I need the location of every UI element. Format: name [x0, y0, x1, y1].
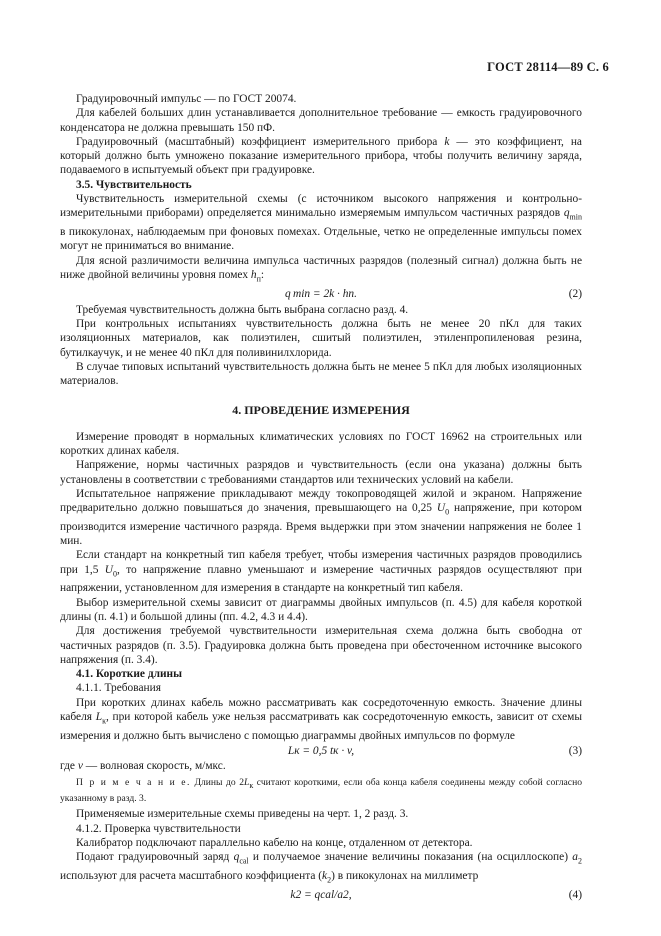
where-clause: где v — волновая скорость, м/мкс. — [60, 760, 226, 773]
section-heading-3-5: 3.5. Чувствительность — [76, 178, 192, 191]
paragraph: Применяемые измерительные схемы приведены на черт. 1, 2 разд. 3. — [76, 808, 409, 821]
paragraph: Выбор измерительной схемы зависит от диаграммы двойных импульсов (п. 4.5) для кабеля короткой длины (п. 4.1) и большой длины (пп. 4.2, 4.3 и 4.4). — [60, 596, 582, 623]
subsection-heading-4-1-2: 4.1.2. Проверка чувствительности — [76, 822, 241, 835]
paragraph: Калибратор подключают параллельно кабелю на конце, отдаленном от детектора. — [76, 836, 473, 849]
document-body — [60, 92, 582, 904]
equation-formula: Lк = 0,5 tк · v, — [287, 744, 355, 757]
paragraph: Испытательное напряжение прикладывают между токопроводящей жилой и экраном. Напряжение предварительно должно повышаться до значения, превышающего на 0,25 $U_0$ напряжение, при котором производится измерение частичного разряда. Время выдержки при этом значении напряжения не более 1 мин. — [60, 487, 582, 548]
paragraph: Подают градуировочный заряд $q_{cal}$ и получаемое значение величины показания (на осциллоскопе) $a_2$ используют для расчета масштабного коэффициента $(k_2)$ в пикокулонах на миллиметр — [60, 851, 582, 885]
section-title-4: 4. ПРОВЕДЕНИЕ ИЗМЕРЕНИЯ — [232, 402, 410, 417]
paragraph: Градуировочный (масштабный) коэффициент измерительного прибора k — это коэффициент, на который должно быть умножено показание измерительного прибора, чтобы получить величину заряда, подаваемого в испытуемый объект при градуировке. — [60, 135, 582, 177]
equation-number: (4) — [568, 889, 582, 902]
equation-2 — [60, 287, 582, 301]
equation-number: (3) — [568, 744, 582, 757]
paragraph: Напряжение, нормы частичных разрядов и чувствительность (если она указана) должны быть установлены в соответствии с требованиями стандартов или технических условий на кабели. — [60, 459, 582, 486]
paragraph: В случае типовых испытаний чувствительность должна быть не менее 5 пКл для любых изоляционных материалов. — [60, 360, 582, 388]
paragraph: При коротких длинах кабель можно рассматривать как сосредоточенную емкость. Значение длины кабеля $L_к$, при которой кабель уже нельзя рассматривать как сосредоточенную емкость, зависит от схемы измерения и должно быть вычислено с помощью диаграммы двойных импульсов по формуле — [60, 696, 582, 742]
paragraph: Для достижения требуемой чувствительности измерительная схема должна быть свободна от частичных разрядов (п. 3.5). Градуировка должна быть проведена при обесточенном источнике высокого напряжения (п. 3.4). — [60, 625, 582, 666]
equation-3 — [60, 744, 582, 758]
paragraph: Для кабелей больших длин устанавливается дополнительное требование — емкость градуировочного конденсатора не должна превышать 150 пФ. — [60, 107, 582, 134]
paragraph: При контрольных испытаниях чувствительность должна быть не менее 20 пКл для таких изоляционных материалов, как полиэтилен, сшитый полиэтилен, этиленпропиленовая резина, бутилкаучук, и не менее 40 пКл для поливинилхлорида. — [60, 318, 582, 359]
equation-number: (2) — [568, 288, 582, 301]
paragraph: Измерение проводят в нормальных климатических условиях по ГОСТ 16962 на строительных или коротких длинах кабеля. — [60, 430, 582, 458]
paragraph: Если стандарт на конкретный тип кабеля требует, чтобы измерения частичных разрядов проводились при 1,5 $U_0$, то напряжение плавно уменьшают и измерение частичных разрядов осуществляют при напряжении, установленном для измерения в стандарте на конкретный тип кабеля. — [60, 549, 582, 595]
paragraph: Градуировочный импульс — по ГОСТ 20074. — [76, 93, 297, 105]
page-header: ГОСТ 28114—89 С. 6 — [487, 60, 609, 74]
paragraph: Для ясной различимости величина импульса частичных разрядов (полезный сигнал) должна быть не ниже двойной величины уровня помех $h_п$: — [60, 254, 582, 284]
section-heading-4-1: 4.1. Короткие длины — [76, 668, 182, 681]
note: П р и м е ч а н и е. Длины до $2L_к$ считают короткими, если оба конца кабеля соединены между собой согласно указанному в разд. 3. — [60, 777, 582, 805]
subsection-heading-4-1-1: 4.1.1. Требования — [76, 682, 161, 695]
equation-formula: q min = 2k · hп. — [285, 288, 357, 301]
equation-formula: k2 = qcal/a2, — [290, 889, 352, 902]
equation-4 — [60, 888, 582, 902]
paragraph: Требуемая чувствительность должна быть выбрана согласно разд. 4. — [76, 303, 409, 316]
paragraph: Чувствительность измерительной схемы (с источником высокого напряжения и контрольно-измерительными приборами) определяется минимально измеряемым импульсом частичных разрядов $q_{min}$ в пикокулонах, наблюдаемым при фоновых помехах. Отдельные, четко не определенные импульсы помех могут не приниматься во внимание. — [60, 193, 582, 253]
